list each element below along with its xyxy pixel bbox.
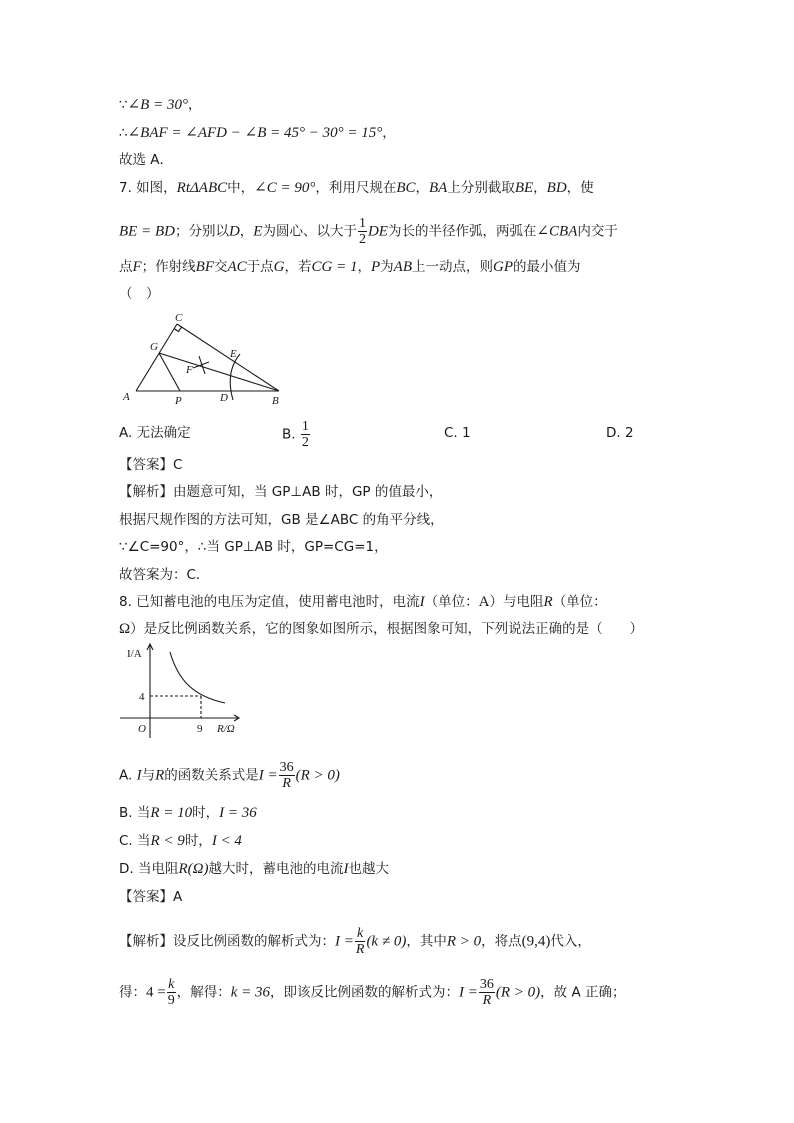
q7-analysis-3: ∵∠C=90°，∴当 GP⊥AB 时，GP=CG=1， bbox=[119, 539, 388, 555]
q7-analysis-1: 【解析】由题意可知，当 GP⊥AB 时，GP 的值最小， bbox=[119, 484, 443, 500]
label-d: D bbox=[220, 392, 228, 404]
fraction-36-over-r: $\frac{36}{R}$ bbox=[479, 977, 494, 1008]
q7-analysis-4: 故答案为：C． bbox=[119, 567, 210, 583]
segment-cb bbox=[177, 324, 279, 391]
q8-line-2: Ω）是反比例函数关系，它的图象如图所示，根据图象可知，下列说法正确的是（ ） bbox=[119, 621, 644, 637]
fraction-k-over-9: $\frac{k}{9}$ bbox=[167, 977, 175, 1008]
y-tick-label: 4 bbox=[139, 691, 145, 703]
fraction-36-over-r: $\frac{36}{R}$ bbox=[279, 760, 294, 791]
hyperbola-curve bbox=[170, 652, 225, 703]
math-expr: ∠B = 30° bbox=[127, 97, 188, 113]
intro-line-3: 故选 A． bbox=[119, 152, 174, 168]
label-c: C bbox=[175, 312, 183, 324]
q8-analysis-1: 【解析】设反比例函数的解析式为：I = $\frac{k}{R}$ (k ≠ 0)，其中R > 0，将点(9,4)代入， bbox=[119, 926, 591, 957]
q7-line-3: 点F；作射线BF交AC于点G，若CG = 1，P为AB上一动点，则GP的最小值为 bbox=[119, 259, 581, 275]
x-axis-label: R/Ω bbox=[217, 723, 235, 735]
option-c: C. 1 bbox=[444, 425, 471, 441]
intro-line-1: ∵∠B = 30°， bbox=[119, 97, 202, 113]
q8-option-c: C. 当R < 9时，I < 4 bbox=[119, 833, 242, 849]
q7-answer-paren: （ ） bbox=[119, 286, 160, 302]
origin-label: O bbox=[138, 723, 146, 735]
q7-analysis-2: 根据尺规作图的方法可知，GB 是∠ABC 的角平分线， bbox=[119, 512, 444, 528]
q7-answer: 【答案】C bbox=[119, 457, 183, 473]
label-g: G bbox=[150, 341, 158, 353]
label-f: F bbox=[186, 364, 193, 376]
label-p: P bbox=[175, 395, 182, 407]
label-e: E bbox=[230, 348, 237, 360]
inverse-graph bbox=[118, 640, 258, 740]
q8-option-a: A. I与R的函数关系式是I = $\frac{36}{R}$ (R > 0) bbox=[119, 760, 340, 791]
triangle-figure bbox=[115, 308, 295, 408]
q8-analysis-2: 得：4 = $\frac{k}{9}$ ，解得：k = 36，即该反比例函数的解析式为：I = $\frac{36}{R}$ (R > 0)，故 A 正确； bbox=[119, 977, 626, 1008]
fraction-half: $\frac{1}{2}$ bbox=[358, 216, 366, 247]
q8-answer: 【答案】A bbox=[119, 889, 183, 905]
q8-line-1: 8. 已知蓄电池的电压为定值，使用蓄电池时，电流I（单位：A）与电阻R（单位： bbox=[119, 594, 607, 610]
label-a: A bbox=[123, 391, 130, 403]
option-d: D. 2 bbox=[606, 425, 634, 441]
q7-line-1: 7. 如图，RtΔABC中，∠C = 90°，利用尺规在BC，BA上分别截取BE，BD，使 bbox=[119, 180, 594, 196]
option-a: A. 无法确定 bbox=[119, 425, 191, 441]
fraction-k-over-r: $\frac{k}{R}$ bbox=[355, 926, 365, 957]
intro-line-2: ∴∠BAF = ∠AFD − ∠B = 45° − 30° = 15°， bbox=[119, 125, 396, 141]
because-symbol: ∵ bbox=[119, 97, 128, 113]
math-expr: ∠BAF = ∠AFD − ∠B = 45° − 30° = 15° bbox=[127, 125, 383, 141]
fraction-half: $\frac{1}{2}$ bbox=[301, 419, 309, 450]
option-b: B. $\frac{1}{2}$ bbox=[282, 419, 309, 450]
therefore-symbol: ∴ bbox=[119, 125, 128, 141]
x-tick-label: 9 bbox=[197, 723, 203, 735]
q8-option-b: B. 当R = 10时，I = 36 bbox=[119, 805, 257, 821]
q8-option-d: D. 当电阻R(Ω)越大时，蓄电池的电流I也越大 bbox=[119, 861, 389, 877]
label-b: B bbox=[272, 395, 279, 407]
segment-ac bbox=[136, 324, 177, 391]
q7-line-2: BE = BD；分别以D，E为圆心、以大于 $\frac{1}{2}$ DE为长的半径作弧，两弧在∠CBA内交于 bbox=[119, 216, 618, 247]
y-axis-label: I/A bbox=[127, 648, 142, 660]
